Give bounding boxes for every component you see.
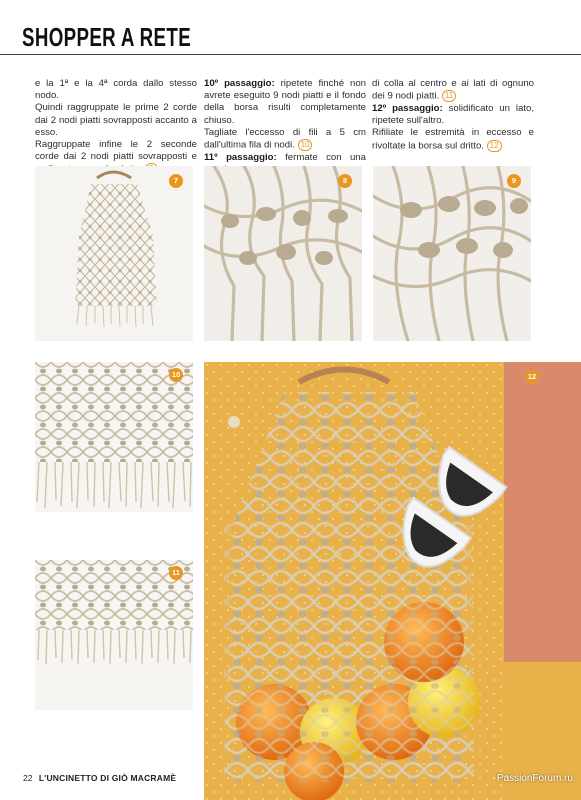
text-column-3: [372, 78, 534, 152]
footer-page-info: [23, 773, 176, 783]
step-text: fermate con una: [285, 151, 366, 163]
net-fringe-closeup: [35, 560, 193, 710]
step-text: Tagliate l'eccesso di fili a 5 cm dall'ultima fila di nodi.: [204, 126, 366, 151]
text-column-2: [204, 78, 366, 176]
title-divider: [0, 54, 581, 55]
paragraph: [372, 78, 534, 103]
paragraph: [204, 78, 366, 127]
paragraph: [372, 127, 534, 152]
step-text: ripetete finché non avrete eseguito 9 nodi piatti e il fondo della borsa risulti completamente chiuso.: [204, 78, 366, 126]
step-label: 12º passaggio:: [372, 102, 443, 114]
step-text: Rifiliate le estremità in eccesso e rivoltate la borsa sul dritto.: [372, 127, 534, 152]
step-text: di colla al centro e ai lati di ognuno dei 9 nodi piatti.: [372, 78, 534, 102]
photo-step-11: [35, 560, 193, 710]
photo-step-9: [373, 166, 531, 341]
step-label: 10º passaggio:: [204, 78, 275, 89]
photo-number-badge: 7: [169, 174, 183, 188]
step-label: 11º passaggio:: [204, 151, 277, 163]
photo-number-badge: 9: [507, 174, 521, 188]
photo-ref-badge: 10: [298, 139, 313, 151]
knots-closeup: [204, 166, 362, 341]
photo-step-7: [35, 166, 193, 341]
photo-number-badge: 8: [338, 174, 352, 188]
paragraph: Quindi raggruppate le prime 2 corde dai 2 nodi piatti sovrapposti accanto a esso.: [35, 102, 197, 138]
watermark: PassionForum.ru: [496, 773, 573, 784]
photo-step-8: [204, 166, 362, 341]
text-column-1: [35, 78, 197, 176]
paragraph: [372, 103, 534, 127]
page-footer: [0, 756, 581, 800]
page-number: 22: [23, 773, 33, 783]
paragraph: [204, 127, 366, 152]
magazine-name: L'UNCINETTO DI GIÒ MACRAMÈ: [38, 773, 177, 783]
photo-number-badge: 10: [169, 368, 183, 382]
paragraph: e la 1ª e la 4ª corda dallo stesso nodo.: [35, 78, 197, 102]
photo-step-12: [204, 362, 581, 800]
knots-closeup: [373, 166, 531, 341]
bag-illustration: [35, 166, 193, 341]
bag-with-fruit-photo: [204, 362, 581, 800]
photo-number-badge: 11: [169, 566, 183, 580]
photo-number-badge: 12: [525, 370, 539, 384]
page-title: SHOPPER A RETE: [22, 22, 192, 52]
paragraph-text: Raggruppate infine le 2 seconde corde dai 2 nodi piatti sovrapposti e: [35, 139, 197, 163]
photo-step-10: [35, 362, 193, 512]
photo-ref-badge: 11: [442, 90, 456, 102]
photo-ref-badge: 12: [487, 140, 502, 152]
net-fringe-closeup: [35, 362, 193, 512]
step-text: solidificato un lato, ripetete sull'altro.: [372, 102, 535, 127]
